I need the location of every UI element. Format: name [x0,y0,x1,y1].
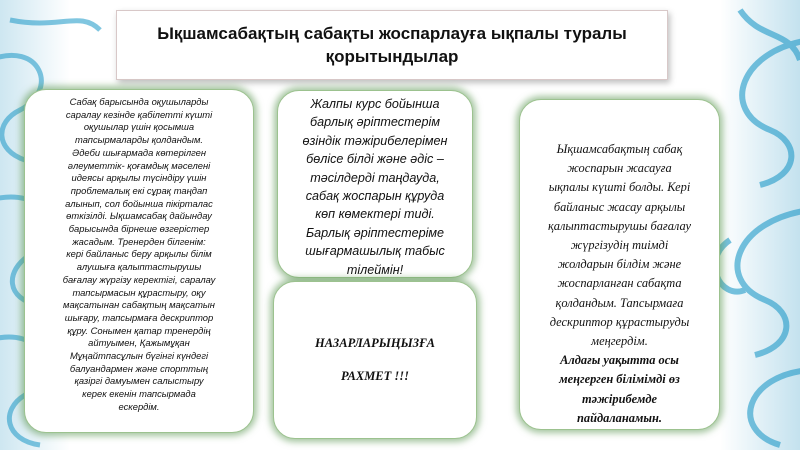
text-line: дескриптор құрастыруды [549,314,690,329]
text-line: тілеймін! [346,262,404,277]
text-line: тапсырмасын құрастыру, оқу [72,286,206,298]
text-line: Алдағы уақытта осы [560,353,679,368]
text-line: кері байланыс беру арқылы білім [66,248,212,260]
text-line: пайдаланамын. [576,410,662,425]
left-card-text [37,96,241,414]
text-line: проблемалық екі сұрақ таңдап [70,184,208,196]
text-line: ескердім. [118,400,160,412]
text-line: шығармашылық табыс [305,244,445,259]
text-line: сабақ жоспарын құруда [305,189,445,204]
text-line: жүргізудің тиімді [570,238,669,253]
text-line: шығару, тапсырмаға дескриптор [64,311,214,323]
middle-card-text [284,95,466,279]
text-line: балуандармен және спорттың [69,362,209,374]
thanks-card [273,281,477,439]
text-line: Мұңайтпасұлын бүгінгі күндегі [69,350,209,362]
text-line: мақсатынан сабақтың мақсатын [63,299,215,311]
text-line: Сабақ барысында оқушыларды [69,96,209,107]
text-line: меңгерген білімімді өз [559,372,680,387]
thanks-line-2: РАХМЕТ !!! [340,369,410,383]
text-line: барысында бірнеше өзгерістер [68,223,210,235]
text-line: Барлық әріптестеріме [305,225,445,240]
text-line: айтуымен, Қажымұқан [88,337,190,349]
text-line: әлеуметтік- қоғамдық мәселені [67,159,211,171]
text-line: өткізілді. Ықшамсабақ дайындау [66,210,212,222]
middle-text-card [277,90,473,278]
text-line: алушыға қалыптастырушы [76,261,202,273]
text-line: Жалпы курс бойынша [310,97,440,111]
text-line: Ықшамсабақтың сабақ [556,142,683,156]
slide-title [157,22,627,68]
text-line: тәжірибемде [582,391,657,406]
text-line: байланыс жасау арқылы [553,199,686,214]
text-line: қолдандым. Тапсырмаға [555,295,684,310]
text-line: жоспарын жасауға [567,161,672,176]
text-line: қазіргі дамуымен салыстыру [74,375,204,387]
text-line: ықпалы күшті болды. Кері [548,180,691,195]
title-line-2: қорытындылар [325,47,459,66]
title-line-1: Ықшамсабақтың сабақты жоспарлауға ықпалы туралы [157,24,627,43]
text-line: керек екенін тапсырмада [82,388,196,400]
text-line: Әдеби шығармада көтерілген [71,146,207,158]
text-line: меңгердім. [591,334,648,349]
right-text-card [519,99,720,430]
text-line: құру. Сонымен қатар тренердің [67,324,211,336]
text-line: жасадым. Тренерден білгенім: [72,235,206,247]
text-line: бөлісе білді және әдіс – [306,152,444,167]
text-line: тапсырмаларды қолдандым. [75,134,203,146]
text-line: барлық әріптестерім [310,115,440,130]
title-box [116,10,668,80]
text-line: өзіндік тәжірибелерімен [302,133,448,148]
text-line: идеясы арқылы түсіндіру үшін [71,172,207,184]
text-line: саралау кезінде қабілетті күшті [65,108,213,120]
thanks-line-1: НАЗАРЛАРЫҢЫЗҒА [314,336,435,350]
text-line: көп көмектері тиді. [315,207,435,222]
text-line: оқушылар үшін қосымша [83,121,195,133]
text-line: тәсілдерді таңдауда, [310,170,440,185]
right-card-text [528,140,711,428]
text-line: жолдарын білдім және [557,257,682,272]
text-line: алынып, сол бойынша пікірталас [65,197,213,209]
text-line: жоспарланған сабақта [557,276,682,291]
left-text-card [24,89,254,433]
text-line: бағалау жүргізу керектігі, саралау [62,273,216,285]
text-line: қалыптастырушы бағалау [547,218,692,233]
